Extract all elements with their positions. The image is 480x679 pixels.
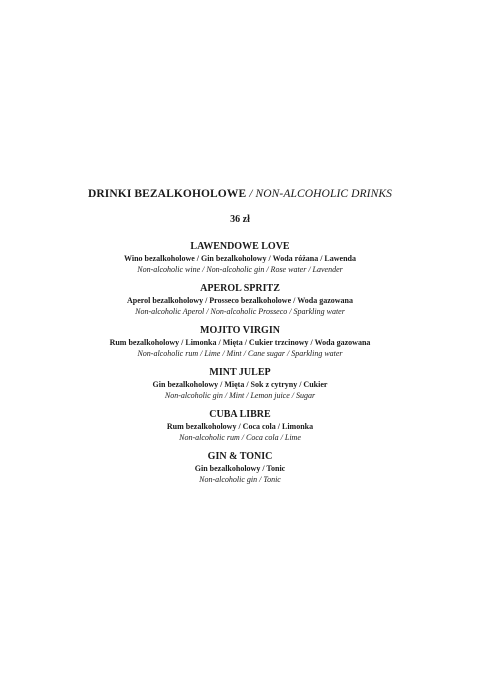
drink-name: MOJITO VIRGIN <box>200 325 280 336</box>
drink-item <box>0 367 480 409</box>
drink-ingredients-polish: Aperol bezalkoholowy / Prosseco bezalkoholowe / Woda gazowana <box>126 296 353 305</box>
drink-ingredients-english: Non-alcoholic Aperol / Non-alcoholic Prosseco / Sparkling water <box>135 307 345 316</box>
drink-item <box>0 283 480 325</box>
drink-list <box>0 241 480 493</box>
drink-ingredients-polish: Rum bezalkoholowy / Limonka / Mięta / Cukier trzcinowy / Woda gazowana <box>109 338 371 347</box>
drink-ingredients-polish: Gin bezalkoholowy / Tonic <box>194 464 286 473</box>
drink-item <box>0 241 480 283</box>
drink-item <box>0 409 480 451</box>
menu-title-english: NON-ALCOHOLIC DRINKS <box>255 188 392 200</box>
drink-ingredients-polish: Rum bezalkoholowy / Coca cola / Limonka <box>166 422 314 431</box>
menu-title <box>0 188 480 200</box>
drink-name: GIN & TONIC <box>207 451 273 462</box>
drink-ingredients-english: Non-alcoholic rum / Coca cola / Lime <box>179 433 301 442</box>
drink-name: APEROL SPRITZ <box>200 283 280 294</box>
drink-ingredients-polish: Wino bezalkoholowe / Gin bezalkoholowy / Woda różana / Lawenda <box>124 254 356 263</box>
drink-ingredients-english: Non-alcoholic gin / Mint / Lemon juice / Sugar <box>164 391 316 400</box>
menu-price: 36 zł <box>230 214 250 225</box>
drink-item <box>0 451 480 493</box>
drink-name: LAWENDOWE LOVE <box>190 241 290 252</box>
drink-ingredients-polish: Gin bezalkoholowy / Mięta / Sok z cytryny / Cukier <box>152 380 328 389</box>
drink-name: MINT JULEP <box>209 367 271 378</box>
drink-ingredients-english: Non-alcoholic wine / Non-alcoholic gin / Rose water / Lavender <box>137 265 343 274</box>
drink-ingredients-english: Non-alcoholic gin / Tonic <box>199 475 281 484</box>
menu-title-polish: DRINKI BEZALKOHOLOWE <box>87 188 247 200</box>
drink-name: CUBA LIBRE <box>209 409 271 420</box>
drink-ingredients-english: Non-alcoholic rum / Lime / Mint / Cane sugar / Sparkling water <box>137 349 343 358</box>
menu-title-separator: / <box>246 188 256 200</box>
drink-item <box>0 325 480 367</box>
